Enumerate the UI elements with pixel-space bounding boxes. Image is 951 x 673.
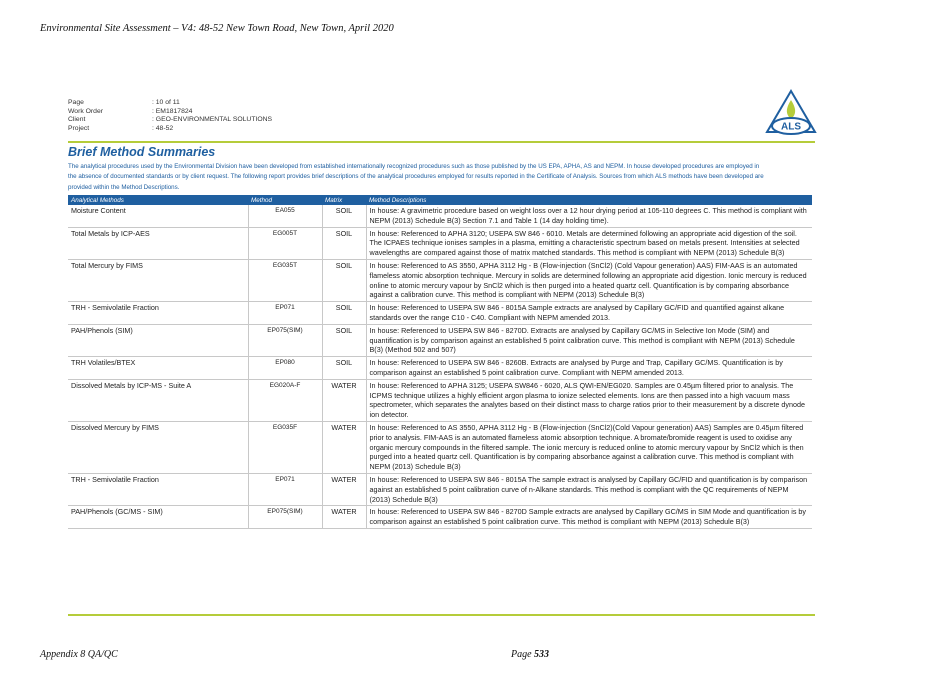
table-row	[68, 259, 812, 301]
method-matrix: SOIL	[322, 357, 366, 380]
footer-page-label: Page	[511, 649, 532, 660]
method-name: Dissolved Mercury by FIMS	[68, 421, 248, 473]
method-matrix: SOIL	[322, 259, 366, 301]
meta-value: : 48-52	[152, 124, 174, 132]
method-name: PAH/Phenols (GC/MS - SIM)	[68, 506, 248, 529]
method-name: TRH - Semivolatile Fraction	[68, 302, 248, 325]
meta-value: : EM1817824	[152, 107, 193, 115]
table-row	[68, 227, 812, 259]
method-name: TRH - Semivolatile Fraction	[68, 473, 248, 505]
footer-appendix: Appendix 8 QA/QC	[40, 649, 118, 660]
header-rule	[68, 141, 815, 143]
method-code: EG035F	[248, 421, 322, 473]
header-method: Method	[248, 195, 322, 205]
method-matrix: WATER	[322, 473, 366, 505]
method-code: EP075(SIM)	[248, 506, 322, 529]
table-row	[68, 357, 812, 380]
method-name: TRH Volatiles/BTEX	[68, 357, 248, 380]
header-method-descriptions: Method Descriptions	[366, 195, 812, 205]
report-meta	[68, 99, 272, 133]
method-name: Moisture Content	[68, 205, 248, 227]
running-header: Environmental Site Assessment – V4: 48-52 New Town Road, New Town, April 2020	[40, 23, 394, 34]
method-description: In house: Referenced to AS 3550, APHA 3112 Hg - B (Flow-injection (SnCl2) (Cold Vapour generation) AAS) FIM-AAS is an automated flameless atomic absorption technique. Mercury in solids are determined following an appropriate acid digestion. Ionic mercury is reduced online to atomic mercury vapour by SnCl2 which is then purged into a heated quartz cell. Quantification is by comparing absorbance against a calibration curve. This method is compliant with NEPM (2013) Schedule B(3)	[366, 259, 812, 301]
method-matrix: WATER	[322, 379, 366, 421]
table-row	[68, 506, 812, 529]
page-title: Brief Method Summaries	[68, 145, 216, 159]
method-code: EG020A-F	[248, 379, 322, 421]
method-code: EG035T	[248, 259, 322, 301]
method-matrix: SOIL	[322, 302, 366, 325]
meta-row-client	[68, 116, 272, 125]
method-description: In house: Referenced to USEPA SW 846 - 8270D Sample extracts are analysed by Capillary GC/MS in SIM Mode and quantification is by comparison against an established 5 point calibration curve. This method is compliant with NEPM (2013) Schedule B(3)	[366, 506, 812, 529]
footer-page-number: 533	[534, 649, 550, 660]
table-row	[68, 324, 812, 356]
header-matrix: Matrix	[322, 195, 366, 205]
method-description: In house: Referenced to APHA 3120; USEPA SW 846 - 6010. Metals are determined following an appropriate acid digestion of the soil. The ICPAES technique ionises samples in a plasma, emitting a characteristic spectrum based on metals present. Intensities at selected wavelengths are compared against those of matrix matched standards. This method is compliant with NEPM (2013) Schedule B(3)	[366, 227, 812, 259]
method-matrix: SOIL	[322, 227, 366, 259]
method-matrix: WATER	[322, 506, 366, 529]
meta-row-page	[68, 99, 272, 108]
als-logo	[765, 88, 817, 140]
table-row	[68, 473, 812, 505]
meta-value: : 10 of 11	[152, 99, 180, 106]
method-code: EP071	[248, 473, 322, 505]
method-description: In house: Referenced to USEPA SW 846 - 8260B. Extracts are analysed by Purge and Trap, Capillary GC/MS. Quantification is by comparison against an established 5 point calibration curve. Compliant with NEPM amended 2013.	[366, 357, 812, 380]
meta-row-work-order	[68, 108, 272, 117]
table-row	[68, 421, 812, 473]
method-code: EP075(SIM)	[248, 324, 322, 356]
method-description: In house: A gravimetric procedure based on weight loss over a 12 hour drying period at 105-110 degrees C. This method is compliant with NEPM (2013) Schedule B(3) Section 7.1 and Table 1 (14 day holding time).	[366, 205, 812, 227]
method-name: Dissolved Metals by ICP-MS - Suite A	[68, 379, 248, 421]
method-code: EA055	[248, 205, 322, 227]
footer-page	[511, 649, 549, 660]
method-description: In house: Referenced to AS 3550, APHA 3112 Hg - B (Flow-injection (SnCl2)(Cold Vapour generation) AAS) Samples are 0.45µm filtered prior to analysis. FIM-AAS is an automated flameless atomic absorption technique. A bromate/bromide reagent is used to oxidise any organic mercury compounds in the filtered sample. The ionic mercury is reduced online to atomic mercury vapour by SnCl2 which is then purged into a heated quartz cell. Quantification is by comparing absorbance against a calibration curve. This method is compliant with NEPM (2013) Schedule B(3)	[366, 421, 812, 473]
method-code: EP080	[248, 357, 322, 380]
method-description: In house: Referenced to USEPA SW 846 - 8015A Sample extracts are analysed by Capillary GC/FID and quantified against alkane standards over the range C10 - C40. Compliant with NEPM amended 2013.	[366, 302, 812, 325]
method-matrix: WATER	[322, 421, 366, 473]
logo-text: ALS	[781, 121, 801, 133]
meta-row-project	[68, 125, 272, 134]
method-code: EG005T	[248, 227, 322, 259]
methods-table	[68, 195, 812, 529]
table-row	[68, 379, 812, 421]
header-analytical-methods: Analytical Methods	[68, 195, 248, 205]
meta-key: Project	[68, 124, 90, 132]
meta-key: Work Order	[68, 107, 103, 115]
method-name: PAH/Phenols (SIM)	[68, 324, 248, 356]
table-row	[68, 302, 812, 325]
meta-key: Page	[68, 99, 84, 106]
intro-paragraph: The analytical procedures used by the Environmental Division have been developed from established internationally recognized procedures such as those published by the US EPA, APHA, AS and NEPM. In house developed procedures are employed in the absence of documented standards or by client request. The following report provides brief descriptions of the analytical procedures employed for results reported in the Certificate of Analysis. Sources from which ALS methods have been developed are provided within the Method Descriptions.	[68, 163, 764, 191]
footer-rule	[68, 614, 815, 616]
method-description: In house: Referenced to APHA 3125; USEPA SW846 - 6020, ALS QWI-EN/EG020. Samples are 0.45µm filtered prior to analysis. The ICPMS technique utilizes a highly efficient argon plasma to ionize selected elements. Ions are then passed into a high vacuum mass spectrometer, which separates the analytes based on their distinct mass to charge ratios prior to their measurement by a discrete dynode ion detector.	[366, 379, 812, 421]
method-code: EP071	[248, 302, 322, 325]
method-matrix: SOIL	[322, 324, 366, 356]
method-name: Total Mercury by FIMS	[68, 259, 248, 301]
method-description: In house: Referenced to USEPA SW 846 - 8015A The sample extract is analysed by Capillary GC/FID and quantification is by comparison against an established 5 point calibration curve of n-Alkane standards. This method is compliant with the QC requirements of NEPM (2013) Schedule B(3)	[366, 473, 812, 505]
method-name: Total Metals by ICP-AES	[68, 227, 248, 259]
method-description: In house: Referenced to USEPA SW 846 - 8270D. Extracts are analysed by Capillary GC/MS in Selective Ion Mode (SIM) and quantification is by comparison against an established 5 point calibration curve. This method is compliant with NEPM (2013) Schedule B(3) (Method 502 and 507)	[366, 324, 812, 356]
meta-key: Client	[68, 116, 86, 124]
method-matrix: SOIL	[322, 205, 366, 227]
table-row	[68, 205, 812, 227]
meta-value: : GEO-ENVIRONMENTAL SOLUTIONS	[152, 116, 273, 124]
table-header-row	[68, 195, 812, 205]
